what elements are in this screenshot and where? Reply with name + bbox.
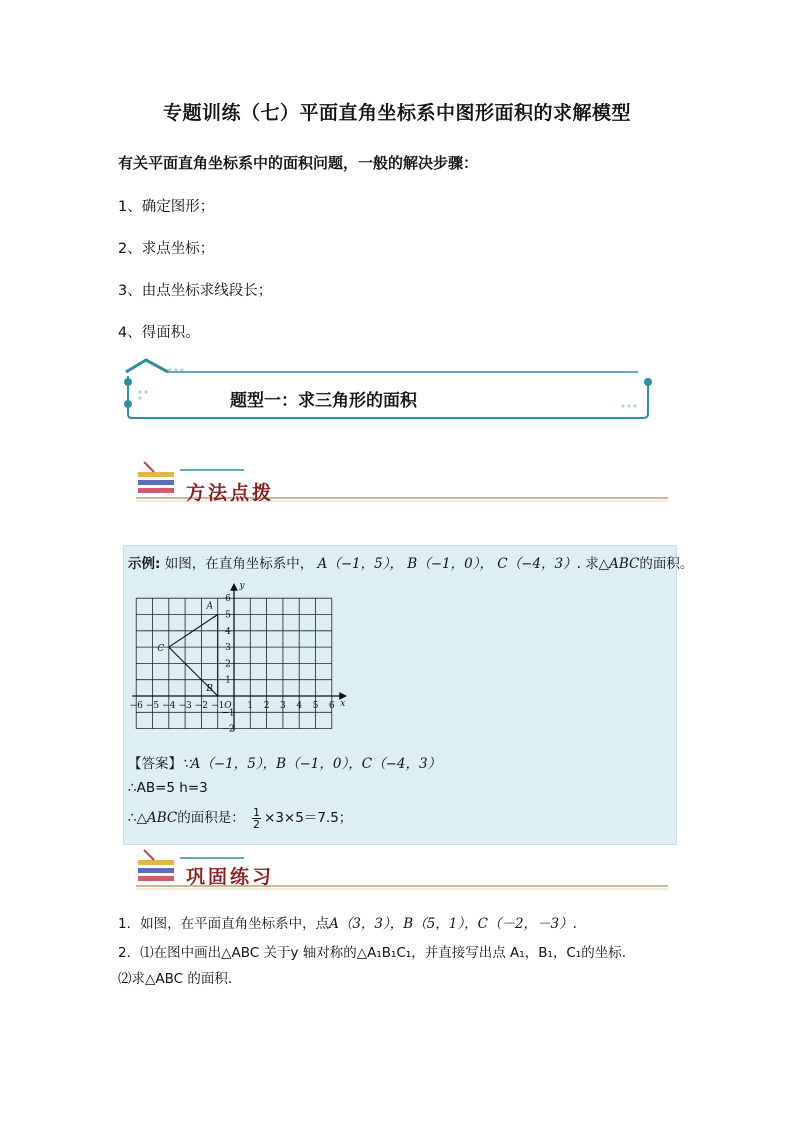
step-3: 3、由点坐标求线段长； bbox=[118, 283, 273, 299]
point-a-text: A（−1，5）， bbox=[317, 556, 403, 572]
example-statement bbox=[128, 552, 693, 572]
fraction-denominator: 2 bbox=[253, 817, 261, 831]
step-2: 2、求点坐标； bbox=[118, 241, 215, 257]
point-c-text: C（−4，3）. bbox=[497, 556, 581, 572]
point-c-label: C bbox=[157, 644, 165, 655]
x-tick-label: 2 bbox=[263, 701, 270, 711]
answer-area-result: ×3×5＝7.5； bbox=[264, 810, 353, 826]
x-tick-label: 3 bbox=[280, 701, 286, 711]
intro-text: 有关平面直角坐标系中的面积问题，一般的解决步骤： bbox=[118, 154, 479, 172]
question-1-points: A（3，3），B（5，1），C（－2，－3）. bbox=[329, 916, 577, 932]
origin-label: O bbox=[224, 701, 232, 711]
question-1 bbox=[118, 912, 577, 932]
answer-label: 【答案】 bbox=[128, 756, 182, 772]
practice-section-title: 巩固练习 bbox=[186, 866, 275, 888]
coordinate-grid bbox=[128, 574, 358, 739]
x-tick-label: −6 bbox=[129, 701, 143, 711]
x-tick-label: −1 bbox=[211, 701, 225, 711]
answer-area-triangle: ABC bbox=[146, 810, 178, 826]
x-axis-label: x bbox=[340, 699, 346, 709]
method-section-title: 方法点拨 bbox=[186, 482, 275, 504]
answer-points: ∵A（−1，5），B（−1，0），C（−4，3） bbox=[182, 756, 442, 772]
answer-area-prefix: ∴△ bbox=[128, 810, 147, 826]
x-tick-label: −4 bbox=[162, 701, 176, 711]
y-tick-label: −1 bbox=[221, 708, 235, 719]
example-label: 示例: bbox=[128, 556, 161, 572]
page-title: 专题训练（七）平面直角坐标系中图形面积的求解模型 bbox=[162, 102, 631, 124]
x-tick-label: 4 bbox=[296, 701, 303, 711]
step-1: 1、确定图形； bbox=[118, 199, 215, 215]
x-tick-label: −2 bbox=[194, 701, 209, 711]
answer-line-2: ∴AB=5 h=3 bbox=[128, 780, 208, 796]
y-tick-label: −2 bbox=[221, 724, 235, 735]
answer-line-1 bbox=[128, 752, 441, 772]
point-a-label: A bbox=[206, 601, 213, 612]
y-axis-label: y bbox=[239, 581, 245, 592]
point-b-text: B（−1，0）， bbox=[407, 556, 493, 572]
step-4: 4、得面积。 bbox=[118, 325, 200, 341]
question-1-text: 1．如图，在平面直角坐标系中，点 bbox=[118, 916, 330, 932]
y-tick-label: 1 bbox=[225, 675, 231, 686]
x-tick-label: 6 bbox=[328, 701, 335, 711]
x-tick-label: −5 bbox=[145, 701, 160, 711]
x-tick-label: 1 bbox=[247, 701, 254, 711]
answer-area-mid: 的面积是： bbox=[177, 810, 245, 826]
ask-triangle: ABC bbox=[609, 556, 640, 572]
banner-title: 题型一：求三角形的面积 bbox=[230, 391, 417, 411]
point-b-label: B bbox=[206, 684, 214, 694]
y-tick-label: 2 bbox=[225, 659, 231, 670]
answer-line-3 bbox=[128, 806, 352, 830]
y-tick-label: 6 bbox=[225, 594, 231, 605]
ask-prefix: 求△ bbox=[585, 556, 610, 572]
example-text: 如图，在直角坐标系中， bbox=[164, 556, 314, 572]
y-axis-arrow bbox=[231, 584, 237, 590]
x-tick-label: −3 bbox=[178, 701, 192, 711]
y-tick-label: 3 bbox=[225, 643, 231, 654]
x-tick-label: 5 bbox=[312, 701, 319, 711]
y-tick-label: 4 bbox=[225, 626, 231, 637]
y-tick-label: 5 bbox=[225, 610, 231, 621]
question-2b: ⑵求△ABC 的面积． bbox=[118, 971, 242, 987]
question-2a: 2．⑴在图中画出△ABC 关于y 轴对称的△A₁B₁C₁，并直接写出点 A₁，B₁，C₁的坐标． bbox=[118, 945, 636, 961]
fraction-half bbox=[252, 807, 261, 830]
fraction-numerator: 1 bbox=[253, 805, 261, 819]
ask-suffix: 的面积。 bbox=[639, 556, 694, 572]
